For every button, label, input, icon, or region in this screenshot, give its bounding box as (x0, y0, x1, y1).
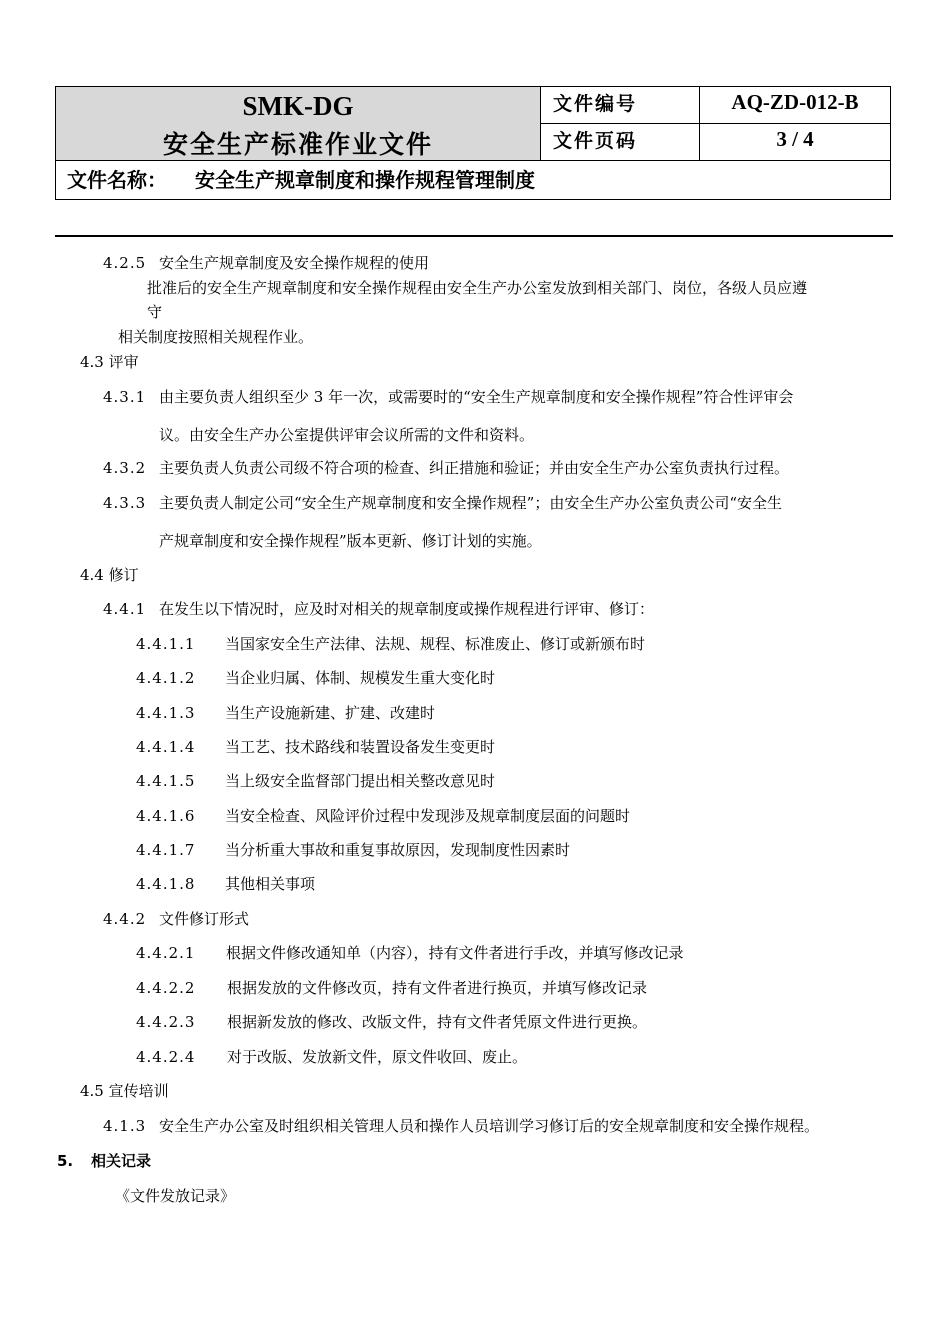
section-4-1-3 (103, 1116, 819, 1136)
paragraph-line: 议。由安全生产办公室提供评审会议所需的文件和资料。 (159, 426, 535, 444)
list-item (136, 943, 684, 963)
item-text: 根据文件修改通知单（内容），持有文件者进行手改，并填写修改记录 (226, 944, 684, 962)
item-text: 当安全检查、风险评价过程中发现涉及规章制度层面的问题时 (225, 807, 631, 825)
item-text: 根据新发放的修改、改版文件，持有文件者凭原文件进行更换。 (227, 1013, 648, 1031)
list-item (136, 668, 495, 688)
section-5-heading (57, 1151, 151, 1171)
section-4-2-5-heading (103, 253, 429, 273)
doc-name-value: 安全生产规章制度和操作规程管理制度 (195, 168, 535, 192)
item-text: 当分析重大事故和重复事故原因，发现制度性因素时 (225, 841, 571, 859)
list-item (136, 874, 315, 894)
item-number: 4.4.2.1 (136, 944, 196, 962)
item-text: 当上级安全监督部门提出相关整改意见时 (225, 772, 496, 790)
item-number: 4.4.2.3 (136, 1013, 196, 1031)
doc-number-value: AQ-ZD-012-B (700, 87, 890, 124)
list-item (136, 703, 435, 723)
doc-name-label: 文件名称： (67, 168, 167, 192)
doc-number-label: 文件编号 (541, 87, 700, 124)
paragraph-line: 守 (147, 303, 163, 321)
paragraph-line: 产规章制度和安全操作规程”版本更新、修订计划的实施。 (159, 532, 542, 550)
section-4-4-heading: 4.4 修订 (80, 566, 139, 584)
record-item: 《文件发放记录》 (115, 1187, 236, 1205)
section-text: 文件修订形式 (159, 910, 250, 928)
section-number: 4.3.2 (103, 459, 147, 477)
section-number: 4.1.3 (103, 1117, 147, 1135)
document-header (55, 86, 891, 200)
section-text: 在发生以下情况时，应及时对相关的规章制度或操作规程进行评审、修订： (159, 600, 655, 618)
paragraph-line: 批准后的安全生产规章制度和安全操作规程由安全生产办公室发放到相关部门、岗位，各级人员应遵 (147, 279, 808, 297)
list-item (136, 1047, 527, 1067)
paragraph-line: 相关制度按照相关规程作业。 (118, 328, 314, 346)
section-4-4-1 (103, 599, 654, 619)
list-item (136, 1012, 647, 1032)
header-title-cell (56, 87, 541, 161)
item-number: 4.4.1.6 (136, 807, 196, 825)
header-divider (55, 235, 893, 237)
section-4-3-heading: 4.3 评审 (80, 353, 139, 371)
section-title: 安全生产规章制度及安全操作规程的使用 (159, 254, 430, 272)
section-number: 4.4.1 (103, 600, 147, 618)
item-text: 根据发放的文件修改页，持有文件者进行换页，并填写修改记录 (227, 979, 648, 997)
section-title: 相关记录 (91, 1152, 152, 1170)
section-4-3-3 (103, 493, 782, 513)
list-item (136, 737, 495, 757)
section-4-3-1 (103, 387, 793, 407)
item-number: 4.4.2.2 (136, 979, 196, 997)
item-number: 4.4.1.2 (136, 669, 196, 687)
item-text: 对于改版、发放新文件，原文件收回、废止。 (227, 1048, 528, 1066)
section-4-5-heading: 4.5 宣传培训 (80, 1082, 169, 1100)
item-text: 当国家安全生产法律、法规、规程、标准废止、修订或新颁布时 (225, 635, 646, 653)
item-text: 当工艺、技术路线和装置设备发生变更时 (225, 738, 496, 756)
item-text: 其他相关事项 (225, 875, 316, 893)
item-number: 4.4.1.7 (136, 841, 196, 859)
document-type: 安全生产标准作业文件 (162, 130, 433, 159)
section-text: 安全生产办公室及时组织相关管理人员和操作人员培训学习修订后的安全规章制度和安全操作规程。 (159, 1117, 820, 1135)
list-item (136, 978, 647, 998)
page-number-value: 3 / 4 (700, 124, 890, 161)
item-number: 4.4.1.4 (136, 738, 196, 756)
list-item (136, 771, 495, 791)
section-4-3-2 (103, 458, 789, 478)
page-number-label: 文件页码 (541, 124, 700, 161)
section-number: 4.3.3 (103, 494, 147, 512)
list-item (136, 806, 630, 826)
item-text: 当企业归属、体制、规模发生重大变化时 (225, 669, 496, 687)
section-number: 4.2.5 (103, 254, 147, 272)
section-4-4-2 (103, 909, 249, 929)
list-item (136, 634, 645, 654)
section-number: 4.3.1 (103, 388, 147, 406)
item-number: 4.4.2.4 (136, 1048, 196, 1066)
item-text: 当生产设施新建、扩建、改建时 (225, 704, 436, 722)
item-number: 4.4.1.3 (136, 704, 196, 722)
section-number: 4.4.2 (103, 910, 147, 928)
company-code: SMK-DG (242, 91, 354, 121)
item-number: 4.4.1.8 (136, 875, 196, 893)
doc-name-row (56, 161, 901, 199)
section-text: 主要负责人制定公司“安全生产规章制度和安全操作规程”；由安全生产办公室负责公司“安全生 (159, 494, 783, 512)
item-number: 4.4.1.5 (136, 772, 196, 790)
item-number: 4.4.1.1 (136, 635, 196, 653)
section-text: 主要负责人负责公司级不符合项的检查、纠正措施和验证；并由安全生产办公室负责执行过程。 (159, 459, 790, 477)
list-item (136, 840, 570, 860)
section-text: 由主要负责人组织至少 3 年一次，或需要时的“安全生产规章制度和安全操作规程”符合性评审会 (159, 388, 794, 406)
section-number: 5. (57, 1152, 74, 1170)
